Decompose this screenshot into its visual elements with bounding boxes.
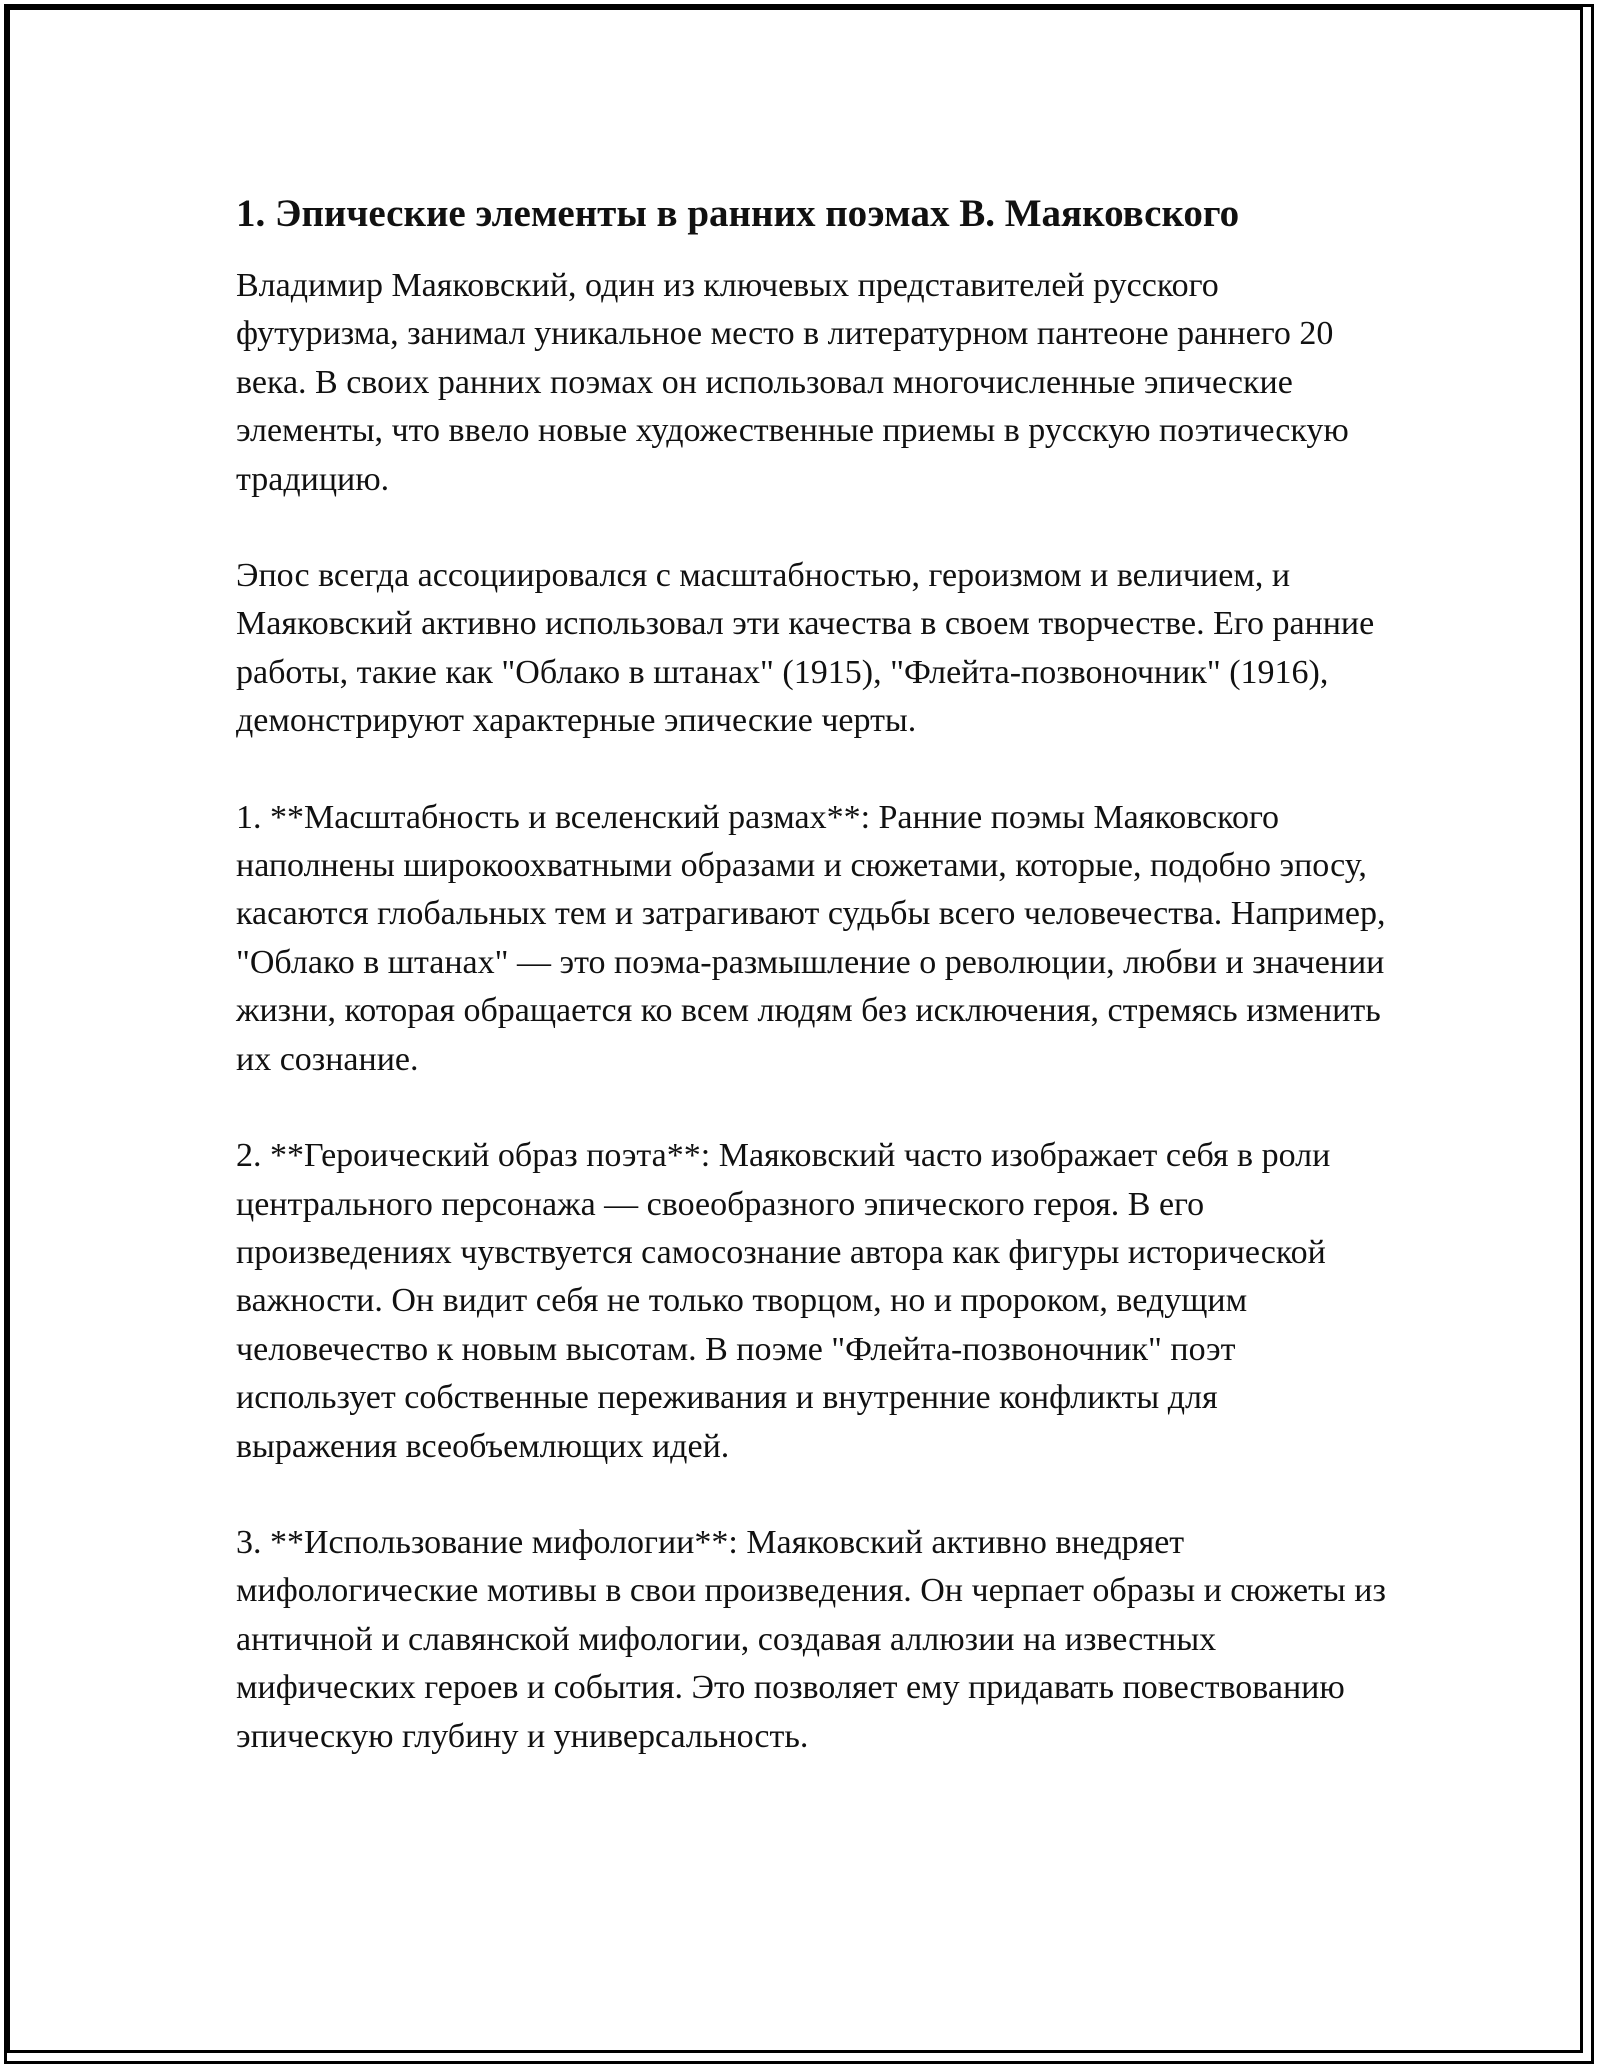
paragraph-point-3: 3. **Использование мифологии**: Маяковский активно внедряет мифологические мотивы в свои произведения. Он черпает образы и сюжеты из античной и славянской мифологии, создавая аллюзии на известных мифических героев и события. Это позволяет ему придавать повествованию эпическую глубину и универсальность. [236,1523,1386,1755]
paragraph-point-2: 2. **Героический образ поэта**: Маяковский часто изображает себя в роли центрального персонажа — своеобразного эпического героя. В его произведениях чувствуется самосознание автора как фигуры исторической важности. Он видит себя не только творцом, но и пророком, ведущим человечество к новым высотам. В поэме "Флейта-позвоночник" поэт использует собственные переживания и внутренние конфликты для выражения всеобъемлющих идей. [236,1137,1331,1465]
paragraph-epos: Эпос всегда ассоциировался с масштабностью, героизмом и величием, и Маяковский активно использовал эти качества в своем творчестве. Его ранние работы, такие как "Облако в штанах" (1915), "Флейта-позвоночник" (1916), демонстрируют характерные эпические черты. [236,557,1375,740]
paragraph-point-1: 1. **Масштабность и вселенский размах**: Ранние поэмы Маяковского наполнены широкоохватными образами и сюжетами, которые, подобно эпосу, касаются глобальных тем и затрагивают судьбы всего человечества. Например, "Облако в штанах" — это поэма-размышление о революции, любви и значении жизни, которая обращается ко всем людям без исключения, стремясь изменить их сознание. [236,798,1386,1078]
paragraph-intro: Владимир Маяковский, один из ключевых представителей русского футуризма, занимал уникальное место в литературном пантеоне раннего 20 века. В своих ранних поэмах он использовал многочисленные эпические элементы, что ввело новые художественные приемы в русскую поэтическую традицию. [236,267,1349,498]
section-title: 1. Эпические элементы в ранних поэмах В. Маяковского [236,192,1240,235]
document-body [236,188,1386,1809]
